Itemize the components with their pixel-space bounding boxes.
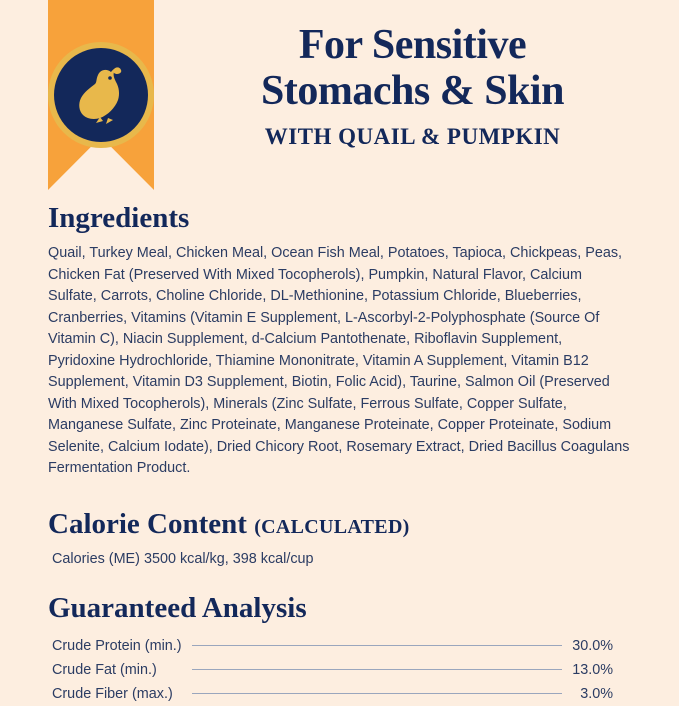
guaranteed-analysis-table <box>48 634 631 706</box>
calorie-content-heading-suffix: (CALCULATED) <box>254 515 410 538</box>
content <box>0 196 679 706</box>
ga-leader-line <box>182 682 573 706</box>
ga-label: Crude Fiber (max.) <box>52 685 173 702</box>
quail-bird-icon <box>70 66 132 124</box>
title-block <box>170 22 655 150</box>
ingredients-section <box>48 202 631 480</box>
ga-label: Crude Protein (min.) <box>52 637 182 654</box>
ga-value: 3.0% <box>580 685 613 702</box>
ga-leader-line <box>182 634 573 658</box>
calorie-content-heading-main: Calorie Content <box>48 507 247 540</box>
ingredients-heading: Ingredients <box>48 202 190 234</box>
quail-seal-badge <box>48 42 154 148</box>
calorie-content-heading <box>48 508 631 541</box>
calorie-content-section <box>48 508 631 570</box>
ga-value: 30.0% <box>572 637 613 654</box>
guaranteed-analysis-heading: Guaranteed Analysis <box>48 592 307 625</box>
ingredients-text: Quail, Turkey Meal, Chicken Meal, Ocean Fish Meal, Potatoes, Tapioca, Chickpeas, Peas, Chicken Fat (Preserved With Mixed Tocopherols), Pumpkin, Natural Flavor, Calcium Sulfate, Carrots, Choline Chloride, DL-Methionine, Potassium Chloride, Blueberries, Cranberries, Vitamins (Vitamin E Supplement, L-Ascorbyl-2-Polyphosphate (Source Of Vitamin C), Niacin Supplement, d-Calcium Pantothenate, Riboflavin Supplement, Pyridoxine Hydrochloride, Thiamine Mononitrate, Vitamin A Supplement, Vitamin B12 Supplement, Vitamin D3 Supplement, Biotin, Folic Acid), Taurine, Salmon Oil (Preserved With Mixed Tocopherols), Minerals (Zinc Sulfate, Ferrous Sulfate, Copper Sulfate, Manganese Sulfate, Zinc Proteinate, Manganese Proteinate, Copper Proteinate, Sodium Selenite, Calcium Iodate), Dried Chicory Root, Rosemary Extract, Dried Bacillus Coagulans Fermentation Product. <box>48 245 630 477</box>
calorie-content-text: Calories (ME) 3500 kcal/kg, 398 kcal/cup <box>52 551 314 568</box>
seal-inner-disc <box>54 48 148 142</box>
table-row <box>48 682 631 706</box>
table-row <box>48 634 631 658</box>
ga-leader-line <box>182 658 573 682</box>
page-title-line-1: For Sensitive <box>298 22 527 68</box>
page-subtitle: WITH QUAIL & PUMPKIN <box>264 124 561 149</box>
ga-value: 13.0% <box>572 661 613 678</box>
guaranteed-analysis-section <box>48 592 631 705</box>
page-title-line-2: Stomachs & Skin <box>261 68 564 114</box>
header <box>0 0 679 196</box>
table-row <box>48 658 631 682</box>
ga-label: Crude Fat (min.) <box>52 661 157 678</box>
